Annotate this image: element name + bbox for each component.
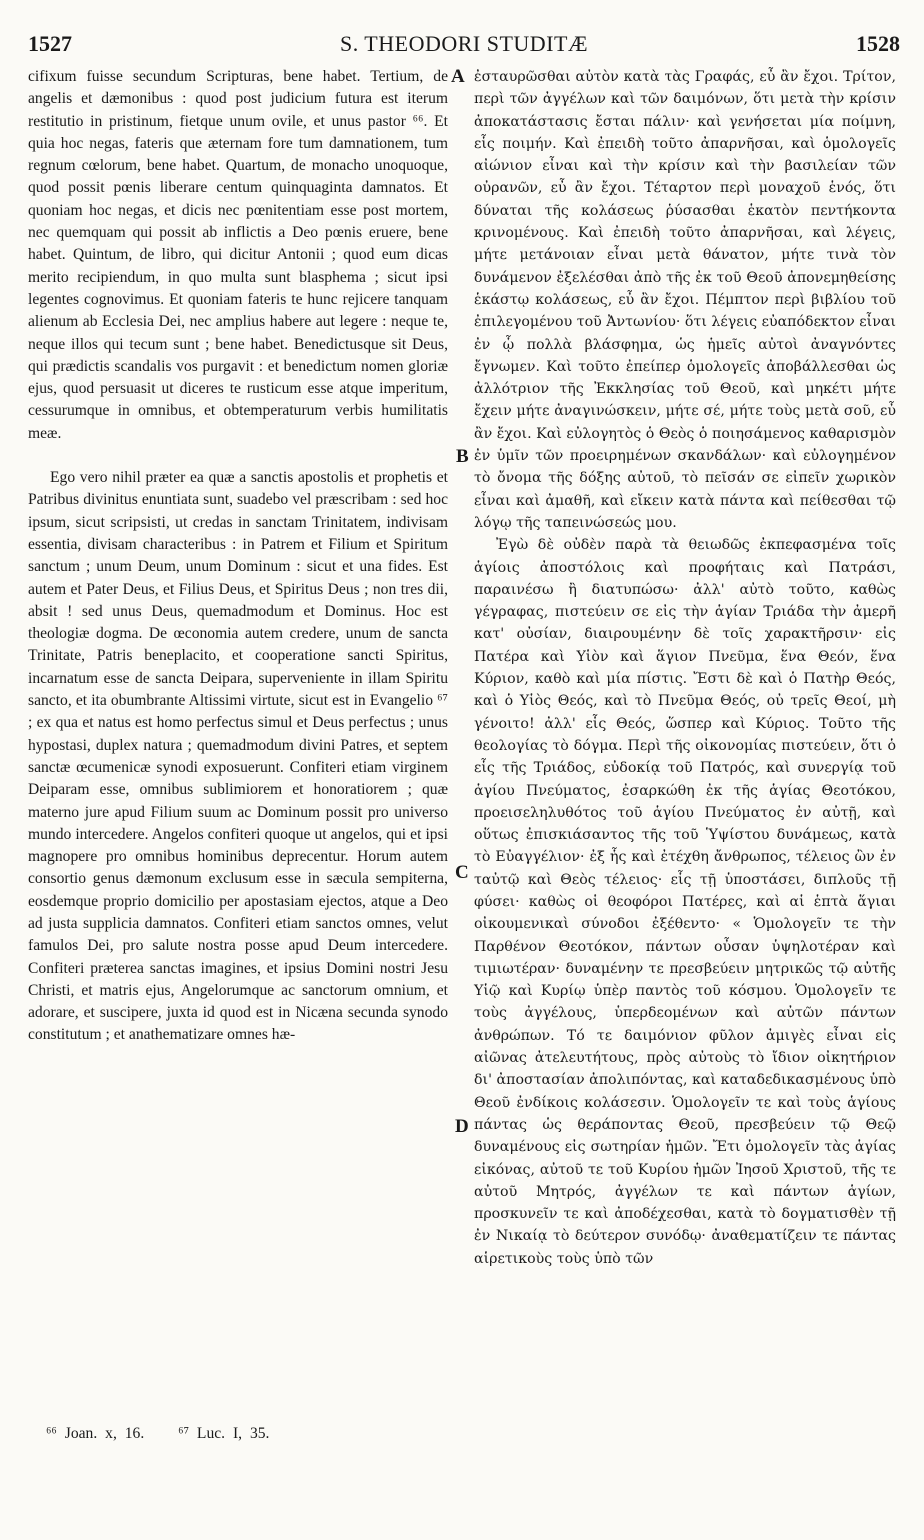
page-number-left: 1527 [28,31,72,56]
margin-marker-a: A [451,66,465,87]
margin-marker-b: B [456,446,469,467]
page-number-right: 1528 [856,31,900,56]
latin-column [28,66,448,1047]
latin-paragraph-1: cifixum fuisse secundum Scripturas, bene habet. Tertium, de angelis et dæmonibus : quod post judicium futura est iterum restitutio in pristinum, fietque unum ovile, et unus pastor ⁶⁶. Et quia hoc negas, fateris que æternam fore tum damnationem, tum regnum cœlorum, bene habet. Quartum, de monacho unoquoque, quod possit pœnis liberare centum quinquaginta damnatos. Et quoniam hoc negas, et dicis nec pœnitentiam esse post mortem, nec quemquam qui possit ab inflictis a Deo pœnis eruere, bene habet. Quintum, de libro, qui dicitur Antonii ; quod eum dicas merito recipiendum, in quo multa sunt blasphema ; sicut ipsi legentes cognovimus. Et quoniam fateris te hunc rejicere tanquam alienum ab Ecclesia Dei, nec amplius habere aut legere : neque te, neque illos qui tecum sunt ; bene habet. Benedictusque sit Deus, qui prædictis scandalis vos purgavit : et benedictum nomen gloriæ ejus, quod persuasit ut diceres te rusticum esse atque imperitum, cessurumque in omnibus, et obtemperaturum verbis humilitatis meæ. [28,68,448,442]
footnote-67: ⁶⁷ Luc. I, 35. [178,1425,270,1442]
footnotes [46,1425,295,1443]
latin-paragraph-2: Ego vero nihil præter ea quæ a sanctis apostolis et prophetis et Patribus divinitus enuntiata sunt, suadebo vel præscribam : sed hoc ipsum, sicut scripsisti, ut credas in sanctam Trinitatem, indivisam essentia, divisam characteribus : in Patrem et Filium et Spiritum sanctum ; unum Deum, unum Dominum : sicut et una fides. Est autem et Pater Deus, et Filius Deus, et Spiritus Deus ; non tres dii, absit ! sed unus Deus, quemadmodum et Dominus. Hoc est theologiæ dogma. De œconomia autem credere, unum de sancta Trinitate, Patris beneplacito, et cooperatione sancti Spiritus, incarnatum esse de sancta Deipara, superveniente in illam Spiritu sancto, et ita obumbrante Altissimi virtute, sicut est in Evangelio ⁶⁷ ; ex qua et natus est homo perfectus simul et Deus perfectus ; unus hypostasi, duplex natura ; quemadmodum divini Patres, et septem sanctæ œcumenicæ synodi exposuerunt. Confiteri etiam virginem Deiparam esse, omnibus sublimiorem et honoratiorem ; quæ materno jure apud Filium suum ac Dominum possit pro universo mundo intercedere. Angelos confiteri quoque ut angelos, qui et ipsi magnopere pro omnibus hominibus deprecentur. Horum autem consortio genus dæmonum exclusum esse in sæcula sempiterna, eosdemque proprio domicilio per apostasiam ejectos, atque a Deo ad justa supplicia damnatos. Confiteri etiam sanctos omnes, velut famulos Dei, pro salute nostra posse apud Deum intercedere. Confiteri præterea sanctas imagines, et ipsius Domini nostri Jesu Christi, et matris ejus, Angelorumque ac sanctorum omnium, et adorare, et suscipere, juxta id quod est in Nicæna secunda synodo constitutum ; et anathematizare omnes hæ- [28,469,448,1044]
greek-paragraph-1: ἐσταυρῶσθαι αὐτὸν κατὰ τὰς Γραφάς, εὖ ἂν ἔχοι. Τρίτον, περὶ τῶν ἀγγέλων καὶ τῶν δαιμόνων, ὅτι μετὰ τὴν κρίσιν ἀποκατάστασις ἔσται πάλιν· καὶ γενήσεται μία ποίμνη, εἷς ποιμήν. Καὶ ἐπειδὴ τοῦτο ἀπαρνῆσαι, καὶ ὁμολογεῖς αἰώνιον εἶναι καὶ τὴν κρίσιν καὶ τὴν βασιλείαν τῶν οὐρανῶν, εὖ ἂν ἔχοι. Τέταρτον περὶ μοναχοῦ ἑνός, ὅτι δύναται τῆς κολάσεως ῥύσασθαι ἑκατὸν πεντήκοντα κρινομένους. Καὶ ἐπειδὴ τοῦτο ἀπαρνῆσαι, καὶ λέγεις, μήτε μετάνοιαν εἶναι μετὰ θάνατον, μήτε τινὰ τὸν δυνάμενον ἐξελέσθαι ἀπὸ τῆς ἐκ τοῦ Θεοῦ ἀπονεμηθείσης ἑκάστῳ κολάσεως, εὖ ἂν ἔχοι. Πέμπτον περὶ βιβλίου τοῦ ἐπιλεγομένου τοῦ Ἀντωνίου· ὅτι λέγεις εὐαπόδεκτον εἶναι ἐν ᾧ πολλὰ βλάσφημα, ὡς ἡμεῖς αὐτοὶ ἀναγνόντες ἔγνωμεν. Καὶ τοῦτο ἐπείπερ ὁμολογεῖς ἀποβάλλεσθαι ὡς ἀλλότριον τῆς Ἐκκλησίας τοῦ Θεοῦ, καὶ μηκέτι μήτε ἔχειν μήτε ἀναγινώσκειν, μήτε σέ, μήτε τοὺς μετὰ σοῦ, εὖ ἂν ἔχοι. Καὶ εὐλογητὸς ὁ Θεὸς ὁ ποιησάμενος καθαρισμὸν ἐν ὑμῖν τῶν προειρημένων σκανδάλων· καὶ εὐλογημένον τὸ ὄνομα τῆς δόξης αὐτοῦ, τὸ πεῖσάν σε εἰπεῖν χωρικὸν εἶναι καὶ ἀμαθῆ, καὶ εἴκειν κατὰ πάντα καὶ πείθεσθαι τῷ λόγῳ τῆς ταπεινώσεώς μου. [474,69,896,531]
greek-paragraph-2: Ἐγὼ δὲ οὐδὲν παρὰ τὰ θειωδῶς ἐκπεφασμένα τοῖς ἁγίοις ἀποστόλοις καὶ προφήταις καὶ Πατράσι, παραινέσω ἢ διατυπώσω· ἀλλ' αὐτὸ τοῦτο, καθὼς γέγραφας, πιστεύειν σε εἰς τὴν ἁγίαν Τριάδα τὴν ἀμερῆ κατ' οὐσίαν, διαιρουμένην δὲ τοῖς χαρακτῆρσιν· εἰς Πατέρα καὶ Υἱὸν καὶ ἅγιον Πνεῦμα, ἕνα Θεόν, ἕνα Κύριον, καθὸ καὶ μία πίστις. Ἔστι δὲ καὶ ὁ Πατὴρ Θεός, καὶ ὁ Υἱὸς Θεός, καὶ τὸ Πνεῦμα Θεός, οὐ τρεῖς Θεοί, μὴ γένοιτο! ἀλλ' εἷς Θεός, ὥσπερ καὶ Κύριος. Τοῦτο τῆς θεολογίας τὸ δόγμα. Περὶ τῆς οἰκονομίας πιστεύειν, ὅτι ὁ εἷς τῆς Τριάδος, εὐδοκίᾳ τοῦ Πατρός, καὶ συνεργίᾳ τοῦ ἁγίου Πνεύματος, ἐσαρκώθη ἐκ τῆς ἁγίας Θεοτόκου, προεισεληλυθότος τοῦ ἁγίου Πνεύματος ἐν αὐτῇ, καὶ οὕτως ἐπισκιάσαντος τῆς τοῦ Ὑψίστου δυνάμεως, κατὰ τὸ Εὐαγγέλιον· ἐξ ἧς καὶ ἐτέχθη ἄνθρωπος, τέλειος ὢν ἐν ταὐτῷ καὶ Θεὸς τέλειος· εἷς τῇ ὑποστάσει, διπλοῦς τῇ φύσει· καθὼς οἱ θεοφόροι Πατέρες, καὶ αἱ ἑπτὰ ἅγιαι οἰκουμενικαὶ σύνοδοι ἐξέθεντο· « Ὁμολογεῖν τε τὴν Παρθένον Θεοτόκον, πάντων οὖσαν ὑψηλοτέραν καὶ τιμιωτέραν· δυναμένην τε πρεσβεύειν μητρικῶς τῷ αὐτῆς Υἱῷ καὶ Κυρίῳ ὑπὲρ παντὸς τοῦ κόσμου. Ὁμολογεῖν τε τοὺς ἀγγέλους, ὑπερδεομένων καὶ αὐτῶν πάντων ἀνθρώπων. Τό τε δαιμόνιον φῦλον ἀμιγὲς εἶναι εἰς αἰῶνας ἀτελευτήτους, πρὸς αὐτοὺς τὸ ἴδιον οἰκητήριον δι' ἀποστασίαν ἀπολιπόντας, καὶ καταδεδικασμένους ὑπὸ Θεοῦ ἐνδίκοις κολάσεσιν. Ὁμολογεῖν τε καὶ τοὺς ἁγίους πάντας ὡς θεράποντας Θεοῦ, πρεσβεύειν τῷ Θεῷ δυναμένους εἰς σωτηρίαν ἡμῶν. Ἔτι ὁμολογεῖν τὰς ἁγίας εἰκόνας, αὐτοῦ τε τοῦ Κυρίου ἡμῶν Ἰησοῦ Χριστοῦ, τῆς τε αὐτοῦ Μητρός, ἀγγέλων τε καὶ πάντων ἁγίων, προσκυνεῖν τε καὶ ἀποδέχεσθαι, κατὰ τὸ δογματισθὲν τῇ ἐν Νικαίᾳ τὸ δεύτερον συνόδῳ· ἀναθεματίζειν τε πάντας αἱρετικοὺς τοὺς ὑπὸ τῶν [474,537,896,1267]
greek-column [474,66,896,1270]
page-header [28,26,900,62]
margin-marker-d: D [455,1116,469,1137]
margin-marker-c: C [455,862,469,883]
footnote-66: ⁶⁶ Joan. x, 16. [46,1425,145,1442]
running-title: S. THEODORI STUDITÆ [339,31,589,56]
